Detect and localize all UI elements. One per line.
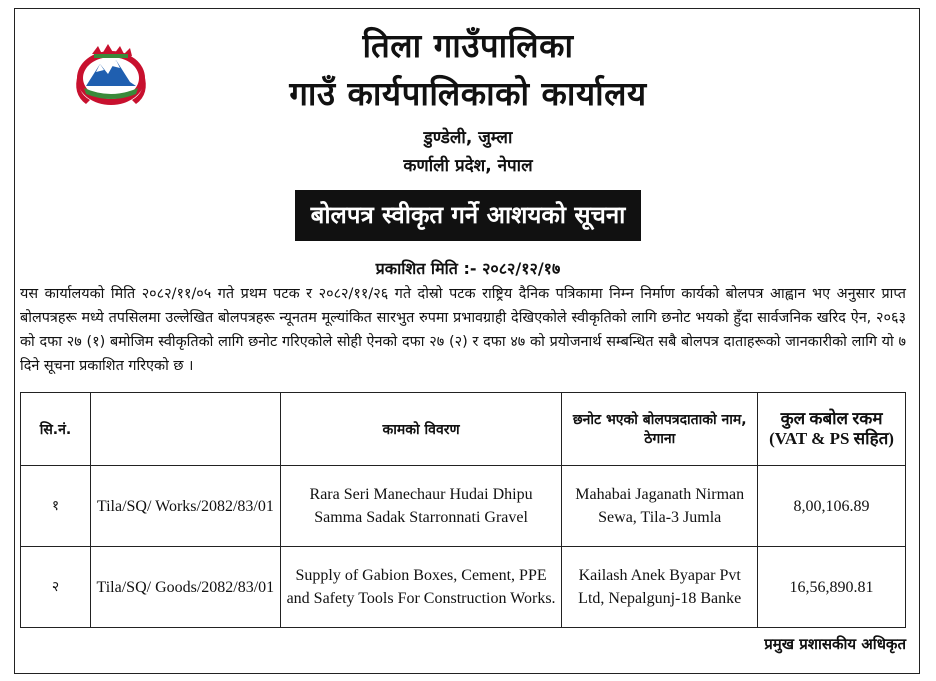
cell-amount: 16,56,890.81 xyxy=(758,547,906,628)
notice-title-wrap xyxy=(0,190,936,241)
address-line-2: कर्णाली प्रदेश, नेपाल xyxy=(403,156,533,176)
header-bidder: छनोट भएको बोलपत्रदाताको नाम, ठेगाना xyxy=(562,393,758,466)
cell-bidder: Mahabai Jaganath Nirman Sewa, Tila-3 Jumla xyxy=(562,466,758,547)
cell-ref: Tila/SQ/ Works/2082/83/01 xyxy=(90,466,280,547)
notice-body: यस कार्यालयको मिति २०८२/११/०५ गते प्रथम पटक र २०८२/११/२६ गते दोस्रो पटक राष्ट्रिय दैनिक पत्रिकामा निम्न निर्माण कार्यको बोलपत्र आह्वान भए अनुसार प्राप्त बोलपत्रहरू मध्ये तपसिलमा उल्लेखित बोलपत्रहरू न्यूनतम मूल्यांकित सारभुत रुपमा प्रभावग्राही देखिएकोले स्वीकृतिको लागि छनोट भयको हुँदा सार्वजनिक खरिद ऐन, २०६३ को दफा २७ (१) बमोजिम स्वीकृतिको लागि छनोट गरिएकोले सोही ऐनको दफा २७ (२) र दफा ४७ को प्रयोजनार्थ सम्बन्धित सबै बोलपत्र दाताहरूको जानकारीको लागि यो ७ दिने सूचना प्रकाशित गरिएको छ । xyxy=(20,286,906,374)
header-work: कामको विवरण xyxy=(280,393,562,466)
header-sn: सि.नं. xyxy=(21,393,91,466)
cell-ref: Tila/SQ/ Goods/2082/83/01 xyxy=(90,547,280,628)
cell-sn: २ xyxy=(21,547,91,628)
published-date: प्रकाशित मिति :- २०८२/१२/१७ xyxy=(375,259,561,278)
cell-work: Rara Seri Manechaur Hudai Dhipu Samma Sadak Starronnati Gravel xyxy=(280,466,562,547)
cell-amount: 8,00,106.89 xyxy=(758,466,906,547)
header-amount: कुल कबोल रकम (VAT & PS सहित) xyxy=(758,393,906,466)
address-line-1: डुण्डेली, जुम्ला xyxy=(423,128,513,148)
cell-work: Supply of Gabion Boxes, Cement, PPE and Safety Tools For Construction Works. xyxy=(280,547,562,628)
table-row xyxy=(21,466,906,547)
cell-sn: १ xyxy=(21,466,91,547)
header-ref xyxy=(90,393,280,466)
office-subtitle: गाउँ कार्यपालिकाको कार्यालय xyxy=(289,74,647,113)
notice-title: बोलपत्र स्वीकृत गर्ने आशयको सूचना xyxy=(295,190,642,241)
cell-bidder: Kailash Anek Byapar Pvt Ltd, Nepalgunj-18 Banke xyxy=(562,547,758,628)
bid-table xyxy=(20,392,906,628)
office-title: तिला गाउँपालिका xyxy=(362,26,574,65)
signature: प्रमुख प्रशासकीय अधिकृत xyxy=(764,635,906,653)
table-row xyxy=(21,547,906,628)
table-header-row xyxy=(21,393,906,466)
